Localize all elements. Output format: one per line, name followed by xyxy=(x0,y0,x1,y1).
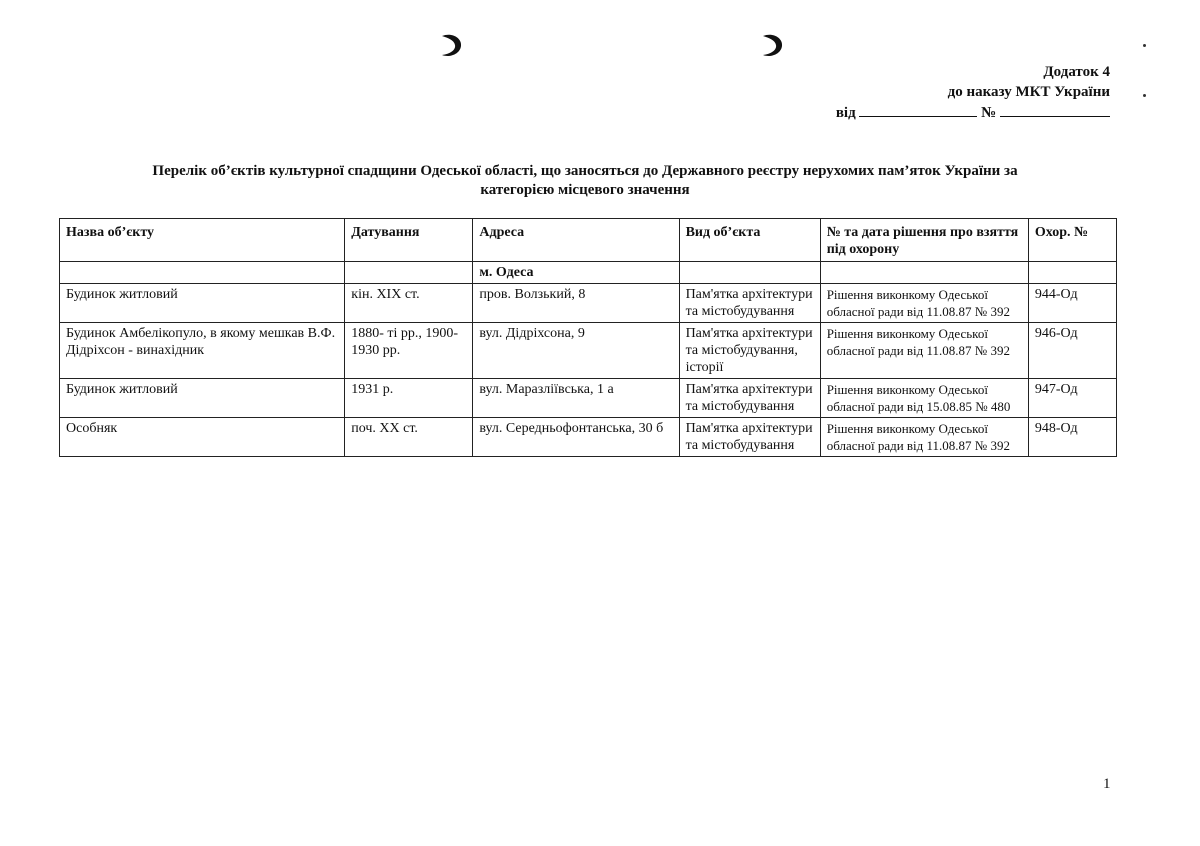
object-address: пров. Волзький, 8 xyxy=(473,284,679,323)
object-address: вул. Середньофонтанська, 30 б xyxy=(473,418,679,457)
table-row xyxy=(60,418,1117,457)
table-row xyxy=(60,284,1117,323)
table-cell xyxy=(345,262,473,284)
object-dating: кін. XIX ст. xyxy=(345,284,473,323)
object-name: Будинок Амбелікопуло, в якому мешкав В.Ф. Дідріхсон - винахідник xyxy=(60,323,345,379)
object-name: Особняк xyxy=(60,418,345,457)
punch-hole-mark-right xyxy=(757,30,787,60)
table-cell xyxy=(679,262,820,284)
object-dating: поч. XX ст. xyxy=(345,418,473,457)
header-name: Назва об’єкту xyxy=(60,219,345,262)
table-row xyxy=(60,323,1117,379)
object-decision: Рішення виконкому Одеської обласної ради від 11.08.87 № 392 xyxy=(820,284,1028,323)
object-protection-number: 948-Од xyxy=(1028,418,1116,457)
table-cell xyxy=(820,262,1028,284)
object-decision: Рішення виконкому Одеської обласної ради від 15.08.85 № 480 xyxy=(820,379,1028,418)
object-type: Пам'ятка архітектури та містобудування xyxy=(679,418,820,457)
object-protection-number: 946-Од xyxy=(1028,323,1116,379)
date-prefix: від xyxy=(835,105,856,121)
header-decision: № та дата рішення про взяття під охорону xyxy=(820,219,1028,262)
object-decision: Рішення виконкому Одеської обласної ради від 11.08.87 № 392 xyxy=(820,418,1028,457)
object-dating: 1880- ті рр., 1900- 1930 рр. xyxy=(345,323,473,379)
object-type: Пам'ятка архітектури та містобудування xyxy=(679,379,820,418)
document-title-line-2: категорією місцевого значення xyxy=(480,182,690,198)
object-address: вул. Маразліївська, 1 а xyxy=(473,379,679,418)
table-row xyxy=(60,379,1117,418)
table-cell xyxy=(1028,262,1116,284)
city-label: м. Одеса xyxy=(473,262,679,284)
header-address: Адреса xyxy=(473,219,679,262)
punch-hole-mark-left xyxy=(436,30,466,60)
document-title-line-1: Перелік об’єктів культурної спадщини Одеської області, що заносяться до Державного реєстру нерухомих пам’яток України за xyxy=(152,163,1018,179)
object-protection-number: 944-Од xyxy=(1028,284,1116,323)
object-type: Пам'ятка архітектури та містобудування xyxy=(679,284,820,323)
scan-speck xyxy=(1143,44,1146,47)
object-name: Будинок житловий xyxy=(60,379,345,418)
scan-speck xyxy=(1143,94,1146,97)
object-type: Пам'ятка архітектури та містобудування, історії xyxy=(679,323,820,379)
city-row xyxy=(60,262,1117,284)
table-header-row xyxy=(60,219,1117,262)
header-dating: Датування xyxy=(345,219,473,262)
annex-date-number-line xyxy=(836,102,1110,123)
document-title xyxy=(60,162,1110,200)
date-blank xyxy=(859,102,977,117)
annex-order-reference: до наказу МКТ України xyxy=(947,84,1110,100)
number-blank xyxy=(1000,102,1110,117)
page-number: 1 xyxy=(1103,776,1111,792)
annex-header xyxy=(836,62,1110,123)
header-protection-number: Охор. № xyxy=(1028,219,1116,262)
number-prefix: № xyxy=(981,105,997,121)
object-protection-number: 947-Од xyxy=(1028,379,1116,418)
annex-title: Додаток 4 xyxy=(1043,64,1110,80)
table-cell xyxy=(60,262,345,284)
heritage-objects-table xyxy=(59,218,1117,457)
object-address: вул. Дідріхсона, 9 xyxy=(473,323,679,379)
object-dating: 1931 р. xyxy=(345,379,473,418)
header-object-type: Вид об’єкта xyxy=(679,219,820,262)
object-decision: Рішення виконкому Одеської обласної ради від 11.08.87 № 392 xyxy=(820,323,1028,379)
object-name: Будинок житловий xyxy=(60,284,345,323)
